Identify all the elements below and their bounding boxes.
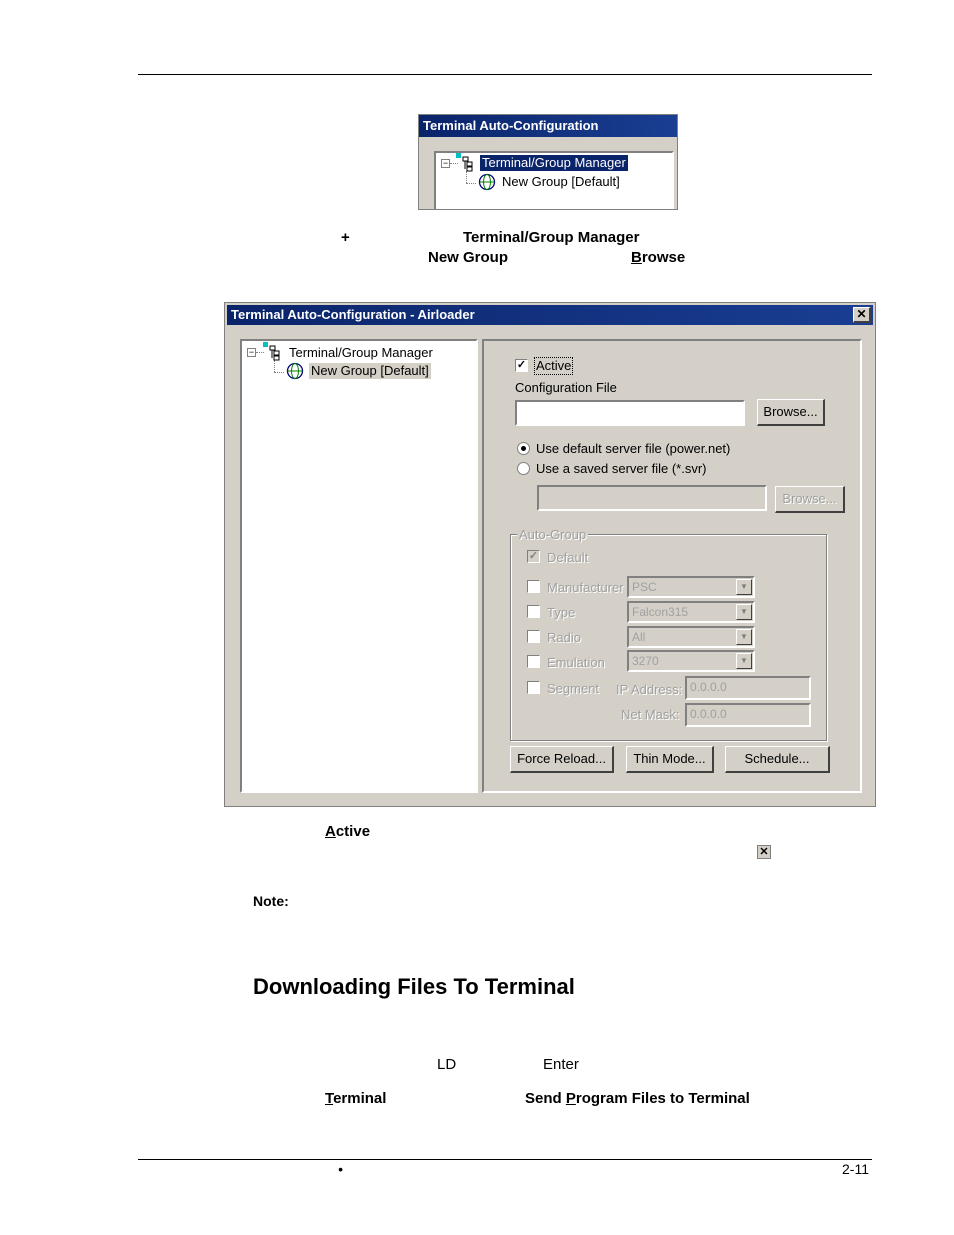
type-value: Falcon315: [632, 605, 689, 619]
thin-mode-button[interactable]: Thin Mode...: [626, 746, 714, 773]
segment-checkbox[interactable]: [527, 681, 540, 694]
terminal-mnemonic: T: [325, 1090, 334, 1107]
page-number: 2-11: [842, 1161, 869, 1177]
airloader-dialog: [224, 302, 876, 807]
crop-tree-panel: [434, 151, 674, 210]
ld-label: LD: [437, 1056, 457, 1073]
type-checkbox[interactable]: [527, 605, 540, 618]
crop-title-bar: [419, 115, 677, 137]
chevron-down-icon[interactable]: ▼: [736, 653, 752, 669]
small-close-icon: ✕: [757, 845, 771, 859]
terminal-menu-label: [325, 1090, 386, 1107]
tree-root-label[interactable]: Terminal/Group Manager: [289, 345, 433, 360]
emulation-select[interactable]: [627, 650, 755, 672]
group-globe-icon: [286, 362, 306, 380]
net-mask-label: Net Mask:: [621, 707, 680, 722]
footer-bullet: •: [338, 1161, 343, 1177]
close-button[interactable]: [853, 307, 871, 323]
manufacturer-select[interactable]: [627, 576, 755, 598]
crop-tree-root-label[interactable]: Terminal/Group Manager: [482, 155, 626, 170]
emulation-label[interactable]: Emulation: [547, 655, 605, 670]
plus-symbol: +: [341, 229, 350, 246]
tree-connector: [466, 183, 476, 184]
close-icon: ✕: [856, 307, 867, 321]
chevron-down-icon[interactable]: ▼: [736, 604, 752, 620]
saved-server-label[interactable]: Use a saved server file (*.svr): [536, 461, 707, 476]
active-checkbox[interactable]: ✓: [516, 359, 527, 371]
browse-button-disabled[interactable]: Browse...: [775, 486, 845, 513]
enter-label: Enter: [543, 1056, 579, 1073]
config-file-input[interactable]: [515, 400, 745, 426]
browse-rest: rowse: [641, 249, 686, 266]
radio-value: All: [632, 630, 646, 644]
program-mnemonic: P: [565, 1090, 576, 1107]
default-label[interactable]: Default: [547, 550, 589, 565]
crop-title: Terminal Auto-Configuration: [423, 118, 599, 133]
segment-label[interactable]: Segment: [547, 681, 600, 696]
radio-checkbox[interactable]: [527, 630, 540, 643]
instruction-browse-label: [631, 249, 685, 266]
active-mnemonic: A: [325, 823, 336, 840]
tree-connector: [274, 372, 284, 373]
chevron-down-icon[interactable]: ▼: [736, 629, 752, 645]
browse-mnemonic: B: [631, 249, 642, 266]
default-server-label[interactable]: Use default server file (power.net): [536, 441, 731, 456]
send-program-label: [525, 1090, 750, 1107]
schedule-button[interactable]: Schedule...: [725, 746, 830, 773]
chevron-down-icon[interactable]: ▼: [736, 579, 752, 595]
ip-address-input[interactable]: 0.0.0.0: [685, 676, 811, 700]
crop-tree-child-label[interactable]: New Group [Default]: [502, 174, 620, 189]
collapse-icon[interactable]: −: [442, 158, 449, 168]
send-rest: rogram Files to Terminal: [575, 1090, 750, 1107]
body-active-label: [325, 823, 370, 840]
browse-button[interactable]: Browse...: [757, 399, 825, 426]
dialog-title: Terminal Auto-Configuration - Airloader: [231, 307, 475, 322]
default-checkbox[interactable]: ✓: [528, 550, 539, 562]
emulation-value: 3270: [632, 654, 659, 668]
config-file-label: Configuration File: [515, 380, 617, 395]
manufacturer-checkbox[interactable]: [527, 580, 540, 593]
radio-select[interactable]: [627, 626, 755, 648]
instruction-new-group-label: New Group: [428, 249, 509, 266]
emulation-checkbox[interactable]: [527, 655, 540, 668]
type-select[interactable]: [627, 601, 755, 623]
section-heading: Downloading Files To Terminal: [253, 974, 575, 999]
send-part: Send: [525, 1090, 566, 1107]
footer-rule: [138, 1159, 872, 1160]
ip-address-label: IP Address:: [616, 682, 683, 697]
auto-group-label: Auto-Group: [519, 527, 587, 542]
manufacturer-label[interactable]: Manufacturer: [547, 580, 624, 595]
force-reload-button[interactable]: Force Reload...: [510, 746, 614, 773]
saved-server-radio[interactable]: [517, 462, 530, 475]
manufacturer-value: PSC: [632, 580, 657, 594]
dialog-title-bar: [227, 305, 873, 325]
note-label: Note:: [253, 893, 289, 909]
net-mask-input[interactable]: 0.0.0.0: [685, 703, 811, 727]
tree-panel[interactable]: [240, 339, 478, 793]
group-globe-icon: [478, 173, 498, 191]
saved-file-input[interactable]: [537, 485, 767, 511]
active-rest: ctive: [335, 823, 371, 840]
tree-manager-icon: [456, 153, 478, 173]
collapse-icon[interactable]: −: [248, 347, 255, 357]
header-rule: [138, 74, 872, 75]
radio-label[interactable]: Radio: [547, 630, 581, 645]
active-label[interactable]: Active: [536, 358, 572, 373]
instruction-manager-label: Terminal/Group Manager: [463, 229, 640, 246]
terminal-rest: erminal: [333, 1090, 387, 1107]
tree-manager-icon: [263, 342, 285, 362]
default-server-radio[interactable]: [517, 442, 530, 455]
screenshot-tree-crop: [418, 114, 678, 210]
tree-child-label[interactable]: New Group [Default]: [311, 363, 429, 378]
type-label[interactable]: Type: [547, 605, 576, 620]
